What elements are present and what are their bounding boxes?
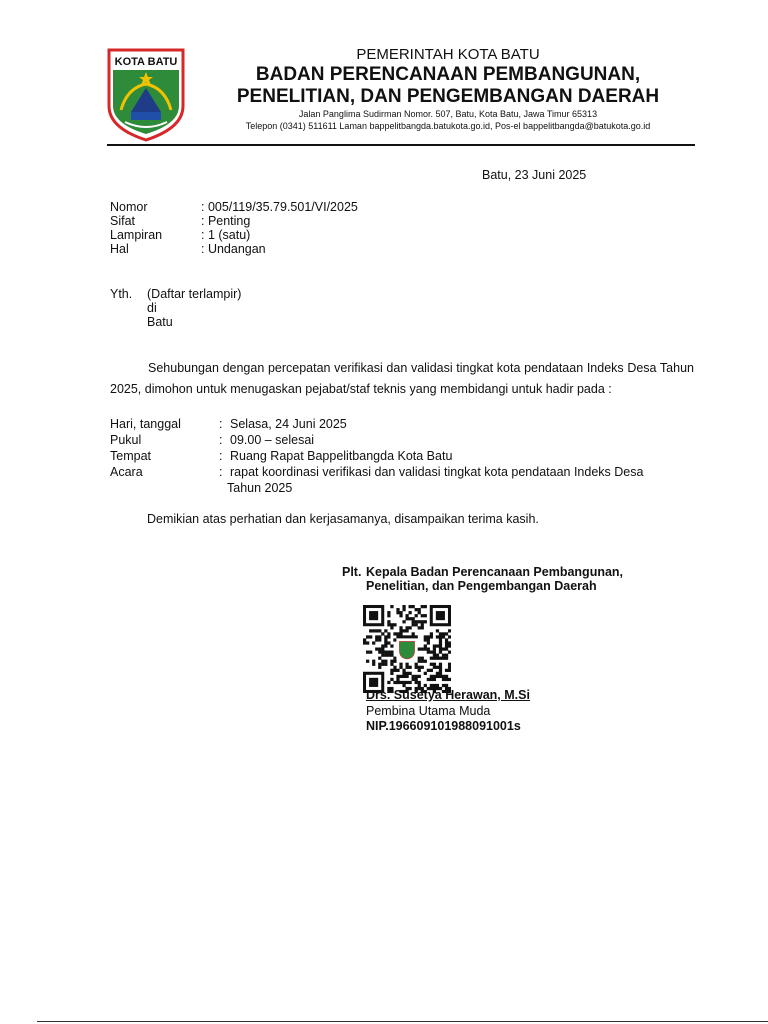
meta-value-sifat: : Penting [201,214,251,228]
logo-text: KOTA BATU [114,56,178,68]
letterhead-contact: Telepon (0341) 511611 Laman bappelitbangda.batukota.go.id, Pos-el bappelitbangda@batukota.go.id [245,121,651,131]
kota-batu-logo [107,48,185,142]
letterhead-agency-line2: PENELITIAN, DAN PENGEMBANGAN DAERAH [236,86,660,107]
detail-value-agenda-continued: Tahun 2025 [227,481,293,495]
detail-label-time: Pukul [110,433,142,447]
detail-colon: : [219,433,223,447]
detail-value-date: Selasa, 24 Juni 2025 [230,417,347,431]
meta-label-sifat: Sifat [110,214,136,228]
signatory-rank: Pembina Utama Muda [366,704,491,718]
detail-colon: : [219,449,223,463]
meta-value-lampiran: : 1 (satu) [201,228,251,242]
detail-label-date: Hari, tanggal [110,417,181,431]
detail-colon: : [219,465,223,479]
detail-label-place: Tempat [110,449,151,463]
signature-prefix: Plt. [342,565,362,579]
body-paragraph: Sehubungan dengan percepatan verifikasi dan validasi tingkat kota pendataan Indeks Desa Tahun 2025, dimohon untuk menugaskan pejabat/staf teknis yang membidangi untuk hadir pada : [110,361,694,396]
letterhead-address: Jalan Panglima Sudirman Nomor. 507, Batu, Kota Batu, Jawa Timur 65313 [298,109,598,119]
detail-value-place: Ruang Rapat Bappelitbangda Kota Batu [230,449,453,463]
page-bottom-line [37,1021,768,1022]
signatory-nip: NIP.196609101988091001s [366,719,521,733]
letterhead-agency-line1: BADAN PERENCANAAN PEMBANGUNAN, [255,64,641,85]
detail-label-agenda: Acara [110,465,143,479]
recipient-prefix: Yth. [110,287,133,301]
qr-code [363,605,451,693]
detail-value-agenda: rapat koordinasi verifikasi dan validasi tingkat kota pendataan Indeks Desa [230,465,644,479]
signatory-name: Drs. Susetya Herawan, M.Si [366,688,530,702]
signature-title-line2: Penelitian, dan Pengembangan Daerah [366,579,597,593]
detail-colon: : [219,417,223,431]
letterhead-divider [107,144,695,146]
meta-value-hal: : Undangan [201,242,266,256]
letter-date: Batu, 23 Juni 2025 [482,168,587,182]
letterhead-government: PEMERINTAH KOTA BATU [356,46,540,63]
recipient-place: Batu [147,315,173,329]
recipient-di: di [147,301,157,315]
meta-label-lampiran: Lampiran [110,228,163,242]
meta-value-nomor: : 005/119/35.79.501/VI/2025 [201,200,358,214]
signature-title-line1: Kepala Badan Perencanaan Pembangunan, [366,565,624,579]
closing-sentence: Demikian atas perhatian dan kerjasamanya, disampaikan terima kasih. [147,512,539,526]
meta-label-hal: Hal [110,242,129,256]
meta-label-nomor: Nomor [110,200,148,214]
detail-value-time: 09.00 – selesai [230,433,315,447]
recipient-name: (Daftar terlampir) [147,287,242,301]
